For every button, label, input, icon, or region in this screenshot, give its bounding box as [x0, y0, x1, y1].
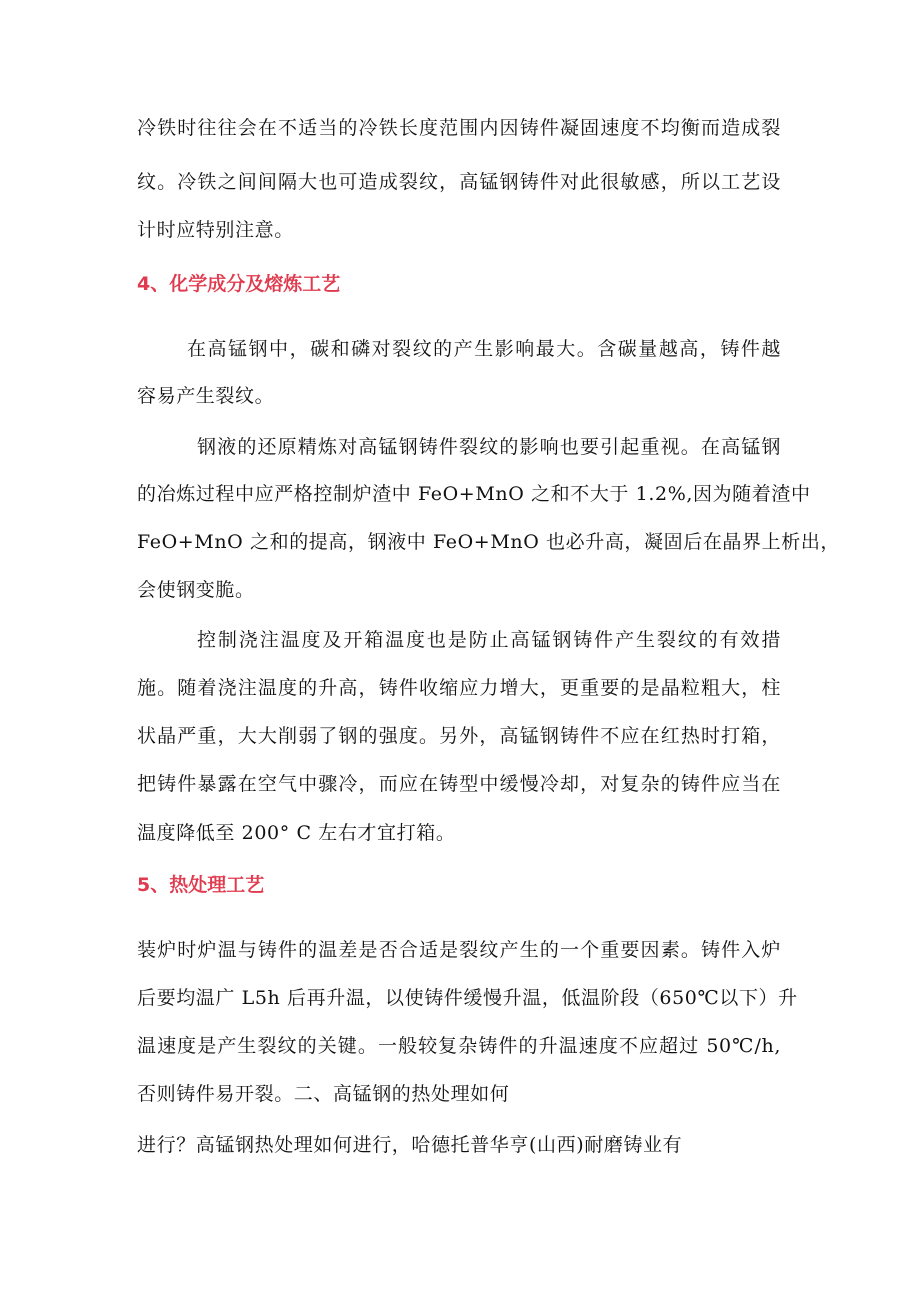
paragraph-5-line-3: 温速度是产生裂纹的关键。一般较复杂铸件的升温速度不应超过 50℃/h, [137, 1035, 781, 1057]
paragraph-4-line-4: 把铸件暴露在空气中骤冷，而应在铸型中缓慢冷却，对复杂的铸件应当在 [137, 773, 781, 795]
paragraph-5-line-4: 否则铸件易开裂。二、高锰钢的热处理如何 [137, 1083, 510, 1105]
paragraph-1-line-2: 纹。冷铁之间间隔大也可造成裂纹，高锰钢铸件对此很敏感，所以工艺设 [137, 171, 781, 193]
paragraph-1-line-1: 冷铁时往往会在不适当的冷铁长度范围内因铸件凝固速度不均衡而造成裂 [137, 117, 781, 139]
paragraph-4-line-5: 温度降低至 200° C 左右才宜打箱。 [137, 822, 456, 844]
paragraph-4-line-3: 状晶严重，大大削弱了钢的强度。另外，高锰钢铸件不应在红热时打箱， [137, 725, 781, 747]
paragraph-2-line-1: 在高锰钢中，碳和磷对裂纹的产生影响最大。含碳量越高，铸件越 [187, 338, 781, 360]
paragraph-3-line-1: 钢液的还原精炼对高锰钢铸件裂纹的影响也要引起重视。在高锰钢 [197, 436, 781, 458]
paragraph-3-line-4: 会使钢变脆。 [137, 579, 255, 601]
paragraph-1-line-3: 计时应特别注意。 [137, 219, 294, 241]
paragraph-4-line-2: 施。随着浇注温度的升高，铸件收缩应力增大，更重要的是晶粒粗大，柱 [137, 677, 781, 699]
paragraph-3-line-2: 的冶炼过程中应严格控制炉渣中 FeO+MnO 之和不大于 1.2%,因为随着渣中 [137, 483, 811, 505]
paragraph-2-line-2: 容易产生裂纹。 [137, 385, 275, 407]
paragraph-3-line-3: FeO+MnO 之和的提高，钢液中 FeO+MnO 也必升高，凝固后在晶界上析出， [137, 531, 841, 553]
paragraph-6-line-1: 进行？高锰钢热处理如何进行，哈德托普华亨(山西)耐磨铸业有 [137, 1134, 683, 1156]
paragraph-5-line-1: 装炉时炉温与铸件的温差是否合适是裂纹产生的一个重要因素。铸件入炉 [137, 939, 781, 961]
section-heading-5: 5、热处理工艺 [137, 874, 265, 896]
paragraph-5-line-2: 后要均温广 L5h 后再升温，以使铸件缓慢升温，低温阶段（650℃以下）升 [137, 987, 798, 1009]
section-heading-4: 4、化学成分及熔炼工艺 [137, 273, 341, 295]
paragraph-4-line-1: 控制浇注温度及开箱温度也是防止高锰钢铸件产生裂纹的有效措 [197, 629, 781, 651]
